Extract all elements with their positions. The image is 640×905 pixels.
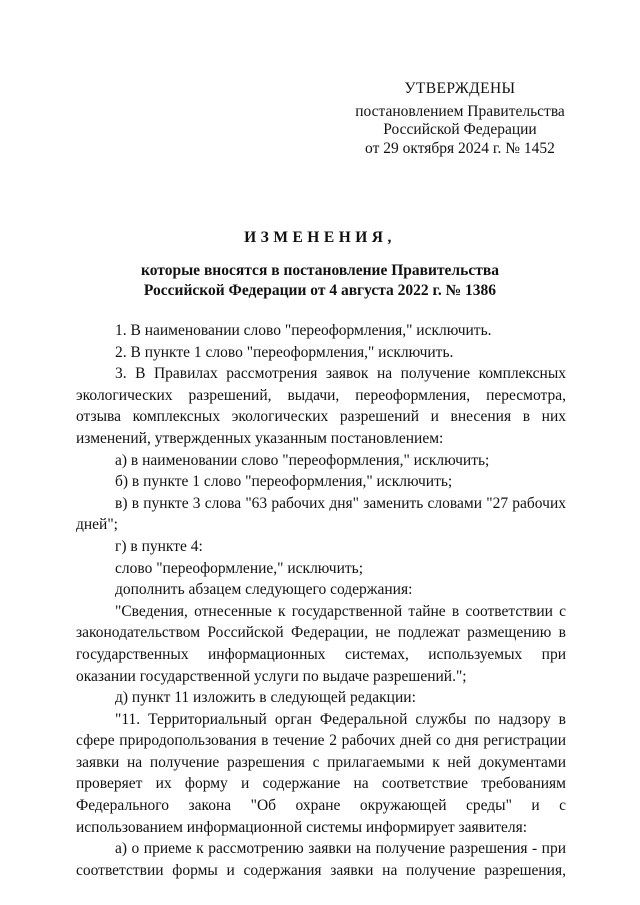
paragraph-1: 1. В наименовании слово "переоформления," исключить. [115,322,492,339]
paragraph-2: 2. В пункте 1 слово "переоформления," исключить. [115,343,454,361]
paragraph-11: д) пункт 11 изложить в следующей редакции: [115,689,416,707]
document-title [70,228,570,301]
title-subtitle [70,261,570,301]
paragraph-13: а) о приеме к рассмотрению заявки на получение разрешения - при соответствии формы и содержания заявки на получение разрешения, [76,840,566,879]
paragraph-9: дополнить абзацем следующего содержания: [115,581,413,599]
approval-line-1: постановлением Правительства [355,102,565,120]
title-main: ИЗМЕНЕНИЯ, [244,229,396,246]
approval-line-3: от 29 октября 2024 г. № 1452 [365,139,555,157]
paragraph-8: слово "переоформление," исключить; [115,559,364,577]
title-subtitle-line-1: которые вносятся в постановление Правительства [141,262,499,279]
paragraph-7: г) в пункте 4: [115,537,203,555]
paragraph-4: а) в наименовании слово "переоформления," исключить; [115,451,490,469]
paragraph-6: в) в пункте 3 слова "63 рабочих дня" заменить словами "27 рабочих дней"; [76,494,566,534]
paragraph-12: "11. Территориальный орган Федеральной службы по надзору в сфере природопользования в течение 2 рабочих дней со дня регистрации заявки на получение разрешения с прилагаемыми к ней документами проверяет их форму и содержание на соответствие требованиям Федерального закона "Об охране окружающей среды" и с использованием информационной системы информирует заявителя: [76,710,566,836]
approval-heading: УТВЕРЖДЕНЫ [404,80,516,97]
document-body [76,320,566,881]
approval-line-2: Российской Федерации [383,121,537,138]
paragraph-5: б) в пункте 1 слово "переоформления," исключить; [115,473,453,491]
paragraph-10: "Сведения, отнесенные к государственной тайне в соответствии с законодательством Российской Федерации, не подлежат размещению в государственных информационных системах, используемых при оказании государственной услуги по выдаче разрешений."; [76,602,566,685]
approval-stamp [330,80,590,158]
paragraph-3: 3. В Правилах рассмотрения заявок на получение комплексных экологических разрешений, выдачи, переоформления, пересмотра, отзыва комплексных экологических разрешений и внесения в них изменений, утвержденных указанным постановлением: [76,365,566,447]
title-subtitle-line-2: Российской Федерации от 4 августа 2022 г. № 1386 [143,282,497,299]
